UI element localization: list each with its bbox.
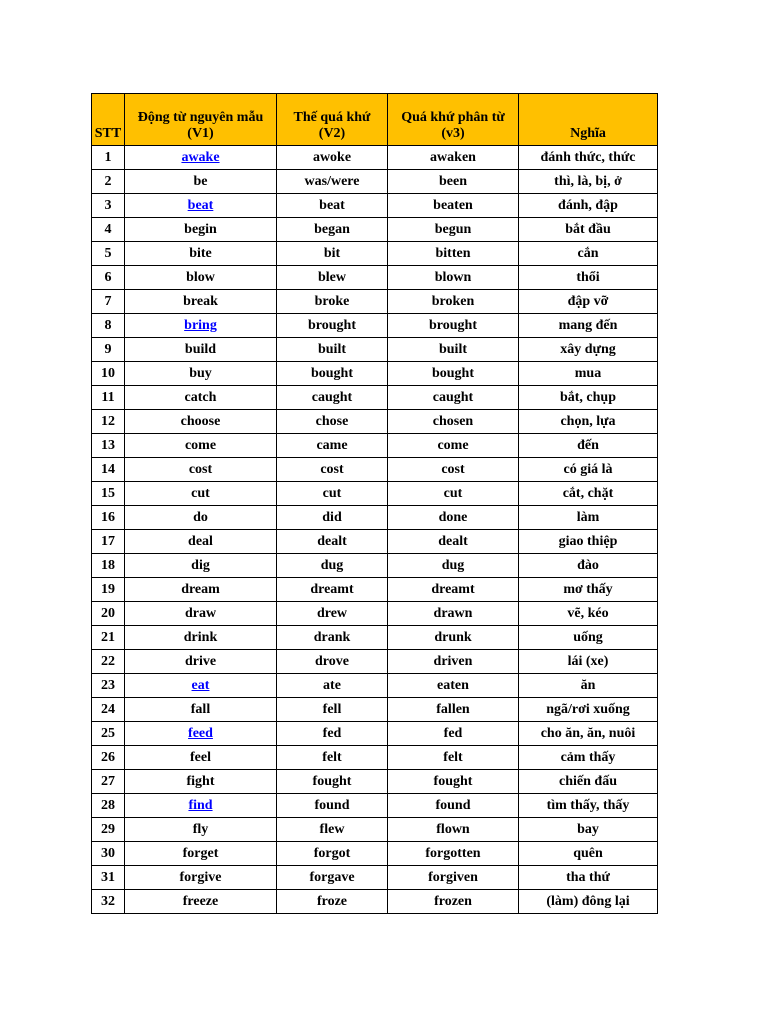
verb-base-form: do: [125, 506, 277, 530]
row-number: 19: [92, 578, 125, 602]
verb-past-participle: drunk: [388, 626, 519, 650]
verb-base-form: forget: [125, 842, 277, 866]
verb-past-simple: cost: [277, 458, 388, 482]
verb-past-participle: bitten: [388, 242, 519, 266]
verb-base-form[interactable]: [125, 314, 277, 338]
verb-base-form: draw: [125, 602, 277, 626]
verb-meaning: quên: [519, 842, 658, 866]
verb-past-simple: chose: [277, 410, 388, 434]
table-row: [92, 650, 658, 674]
verb-meaning: chọn, lựa: [519, 410, 658, 434]
verb-past-participle: driven: [388, 650, 519, 674]
header-v1-line2: (V1): [187, 126, 214, 141]
verb-past-simple: cut: [277, 482, 388, 506]
verb-past-participle: built: [388, 338, 519, 362]
row-number: 24: [92, 698, 125, 722]
verb-past-participle: blown: [388, 266, 519, 290]
row-number: 12: [92, 410, 125, 434]
table-row: [92, 818, 658, 842]
verb-past-simple: fell: [277, 698, 388, 722]
table-header: [92, 94, 658, 146]
verb-past-simple: forgave: [277, 866, 388, 890]
row-number: 28: [92, 794, 125, 818]
row-number: 32: [92, 890, 125, 914]
row-number: 20: [92, 602, 125, 626]
verb-meaning: bay: [519, 818, 658, 842]
verb-past-simple: caught: [277, 386, 388, 410]
header-row: [92, 94, 658, 146]
table-row: [92, 170, 658, 194]
verb-meaning: mơ thấy: [519, 578, 658, 602]
verb-link[interactable]: awake: [181, 149, 220, 165]
table-row: [92, 458, 658, 482]
table-row: [92, 146, 658, 170]
table-row: [92, 794, 658, 818]
verb-past-simple: came: [277, 434, 388, 458]
verb-past-simple: dug: [277, 554, 388, 578]
row-number: 8: [92, 314, 125, 338]
verb-past-participle: broken: [388, 290, 519, 314]
verb-meaning: có giá là: [519, 458, 658, 482]
header-v1-line1: Động từ nguyên mẫu: [137, 110, 264, 125]
verb-past-simple: awoke: [277, 146, 388, 170]
verb-base-form: build: [125, 338, 277, 362]
verb-base-form: begin: [125, 218, 277, 242]
row-number: 21: [92, 626, 125, 650]
verb-base-form[interactable]: [125, 794, 277, 818]
verb-past-participle: done: [388, 506, 519, 530]
verb-base-form[interactable]: [125, 146, 277, 170]
header-v2-line1: Thế quá khứ: [293, 110, 371, 125]
table-row: [92, 506, 658, 530]
verb-past-participle: awaken: [388, 146, 519, 170]
header-v3: [388, 94, 519, 146]
verb-past-participle: fought: [388, 770, 519, 794]
verb-meaning: thổi: [519, 266, 658, 290]
verb-past-participle: drawn: [388, 602, 519, 626]
verb-past-participle: frozen: [388, 890, 519, 914]
verb-past-simple: bought: [277, 362, 388, 386]
table-row: [92, 554, 658, 578]
row-number: 14: [92, 458, 125, 482]
verb-past-simple: did: [277, 506, 388, 530]
verb-past-participle: forgiven: [388, 866, 519, 890]
verb-past-simple: brought: [277, 314, 388, 338]
table-row: [92, 770, 658, 794]
row-number: 7: [92, 290, 125, 314]
verb-past-participle: found: [388, 794, 519, 818]
verb-past-simple: was/were: [277, 170, 388, 194]
verb-meaning: cắn: [519, 242, 658, 266]
row-number: 13: [92, 434, 125, 458]
table-row: [92, 530, 658, 554]
header-v1: [125, 94, 277, 146]
verb-past-participle: fed: [388, 722, 519, 746]
verb-base-form[interactable]: [125, 722, 277, 746]
verb-meaning: cắt, chặt: [519, 482, 658, 506]
verb-base-form: fall: [125, 698, 277, 722]
verb-past-simple: blew: [277, 266, 388, 290]
verb-meaning: lái (xe): [519, 650, 658, 674]
verb-past-participle: beaten: [388, 194, 519, 218]
verb-past-simple: fought: [277, 770, 388, 794]
verb-past-simple: built: [277, 338, 388, 362]
verb-past-simple: forgot: [277, 842, 388, 866]
verb-link[interactable]: beat: [187, 197, 214, 213]
row-number: 22: [92, 650, 125, 674]
verb-past-participle: chosen: [388, 410, 519, 434]
header-meaning: [519, 94, 658, 146]
verb-meaning: đánh thức, thức: [519, 146, 658, 170]
table-row: [92, 290, 658, 314]
verb-meaning: ngã/rơi xuống: [519, 698, 658, 722]
verb-meaning: thì, là, bị, ở: [519, 170, 658, 194]
verb-past-simple: drank: [277, 626, 388, 650]
verb-base-form: deal: [125, 530, 277, 554]
verb-meaning: bắt, chụp: [519, 386, 658, 410]
table-row: [92, 722, 658, 746]
table-row: [92, 266, 658, 290]
verb-past-participle: dreamt: [388, 578, 519, 602]
row-number: 3: [92, 194, 125, 218]
verb-past-simple: bit: [277, 242, 388, 266]
verb-meaning: đến: [519, 434, 658, 458]
header-stt: [92, 94, 125, 146]
verb-past-participle: been: [388, 170, 519, 194]
header-meaning-label: Nghĩa: [570, 126, 606, 141]
table-body: [92, 146, 658, 914]
table-row: [92, 698, 658, 722]
verb-base-form: dream: [125, 578, 277, 602]
row-number: 16: [92, 506, 125, 530]
verb-meaning: xây dựng: [519, 338, 658, 362]
row-number: 26: [92, 746, 125, 770]
verb-past-participle: flown: [388, 818, 519, 842]
verb-past-simple: flew: [277, 818, 388, 842]
verb-base-form: fight: [125, 770, 277, 794]
table-row: [92, 218, 658, 242]
verb-base-form: buy: [125, 362, 277, 386]
verb-meaning: vẽ, kéo: [519, 602, 658, 626]
verb-past-participle: cost: [388, 458, 519, 482]
header-v2-line2: (V2): [318, 126, 346, 141]
header-v3-line1: Quá khứ phân từ: [401, 110, 505, 125]
verb-past-simple: drove: [277, 650, 388, 674]
verb-base-form: choose: [125, 410, 277, 434]
verb-link[interactable]: bring: [184, 317, 217, 333]
verb-meaning: giao thiệp: [519, 530, 658, 554]
table-row: [92, 314, 658, 338]
verb-base-form: drink: [125, 626, 277, 650]
table-row: [92, 626, 658, 650]
verb-base-form: cost: [125, 458, 277, 482]
verb-past-simple: froze: [277, 890, 388, 914]
verb-meaning: tha thứ: [519, 866, 658, 890]
verb-base-form: fly: [125, 818, 277, 842]
verb-base-form: forgive: [125, 866, 277, 890]
row-number: 30: [92, 842, 125, 866]
verb-base-form: dig: [125, 554, 277, 578]
table-row: [92, 338, 658, 362]
verb-base-form: feel: [125, 746, 277, 770]
row-number: 27: [92, 770, 125, 794]
table-row: [92, 482, 658, 506]
verb-meaning: mang đến: [519, 314, 658, 338]
table-row: [92, 842, 658, 866]
header-v2: [277, 94, 388, 146]
table-row: [92, 362, 658, 386]
verb-meaning: chiến đấu: [519, 770, 658, 794]
verb-past-simple: dealt: [277, 530, 388, 554]
verb-past-participle: fallen: [388, 698, 519, 722]
table-row: [92, 674, 658, 698]
row-number: 29: [92, 818, 125, 842]
verb-base-form: bite: [125, 242, 277, 266]
verb-meaning: cảm thấy: [519, 746, 658, 770]
verb-past-participle: felt: [388, 746, 519, 770]
verb-base-form: blow: [125, 266, 277, 290]
verb-link[interactable]: find: [188, 797, 213, 813]
table-row: [92, 578, 658, 602]
row-number: 2: [92, 170, 125, 194]
verb-meaning: mua: [519, 362, 658, 386]
table-row: [92, 890, 658, 914]
row-number: 5: [92, 242, 125, 266]
row-number: 18: [92, 554, 125, 578]
table-row: [92, 746, 658, 770]
verb-past-simple: felt: [277, 746, 388, 770]
verb-past-participle: forgotten: [388, 842, 519, 866]
verb-past-participle: dealt: [388, 530, 519, 554]
verb-past-simple: fed: [277, 722, 388, 746]
verb-past-participle: brought: [388, 314, 519, 338]
verb-past-participle: bought: [388, 362, 519, 386]
verb-meaning: bắt đầu: [519, 218, 658, 242]
verb-base-form: be: [125, 170, 277, 194]
verb-base-form: catch: [125, 386, 277, 410]
verb-past-participle: begun: [388, 218, 519, 242]
row-number: 6: [92, 266, 125, 290]
verb-past-simple: began: [277, 218, 388, 242]
header-v3-line2: (v3): [441, 126, 465, 141]
verb-base-form[interactable]: [125, 674, 277, 698]
verb-meaning: uống: [519, 626, 658, 650]
row-number: 25: [92, 722, 125, 746]
verb-link[interactable]: feed: [188, 725, 213, 741]
verb-base-form: come: [125, 434, 277, 458]
table-row: [92, 386, 658, 410]
row-number: 31: [92, 866, 125, 890]
row-number: 4: [92, 218, 125, 242]
row-number: 23: [92, 674, 125, 698]
irregular-verbs-table: [91, 93, 658, 914]
table-row: [92, 434, 658, 458]
verb-past-participle: caught: [388, 386, 519, 410]
verb-meaning: (làm) đông lại: [519, 890, 658, 914]
verb-meaning: cho ăn, ăn, nuôi: [519, 722, 658, 746]
verb-meaning: đánh, đập: [519, 194, 658, 218]
verb-past-participle: dug: [388, 554, 519, 578]
verb-past-participle: cut: [388, 482, 519, 506]
verb-past-simple: beat: [277, 194, 388, 218]
row-number: 9: [92, 338, 125, 362]
verb-past-participle: eaten: [388, 674, 519, 698]
verb-meaning: đào: [519, 554, 658, 578]
verb-base-form: break: [125, 290, 277, 314]
verb-link[interactable]: eat: [191, 677, 210, 693]
table-row: [92, 866, 658, 890]
header-stt-label: STT: [94, 126, 122, 141]
row-number: 11: [92, 386, 125, 410]
verb-meaning: làm: [519, 506, 658, 530]
verb-past-simple: ate: [277, 674, 388, 698]
verb-past-participle: come: [388, 434, 519, 458]
table-row: [92, 602, 658, 626]
verb-base-form: freeze: [125, 890, 277, 914]
table-row: [92, 194, 658, 218]
row-number: 15: [92, 482, 125, 506]
verb-meaning: ăn: [519, 674, 658, 698]
row-number: 10: [92, 362, 125, 386]
verb-base-form: drive: [125, 650, 277, 674]
table-row: [92, 410, 658, 434]
verb-past-simple: broke: [277, 290, 388, 314]
verb-base-form: cut: [125, 482, 277, 506]
verb-meaning: tìm thấy, thấy: [519, 794, 658, 818]
table-row: [92, 242, 658, 266]
row-number: 1: [92, 146, 125, 170]
verb-base-form[interactable]: [125, 194, 277, 218]
verb-past-simple: found: [277, 794, 388, 818]
verb-past-simple: drew: [277, 602, 388, 626]
verb-past-simple: dreamt: [277, 578, 388, 602]
verb-meaning: đập vỡ: [519, 290, 658, 314]
row-number: 17: [92, 530, 125, 554]
